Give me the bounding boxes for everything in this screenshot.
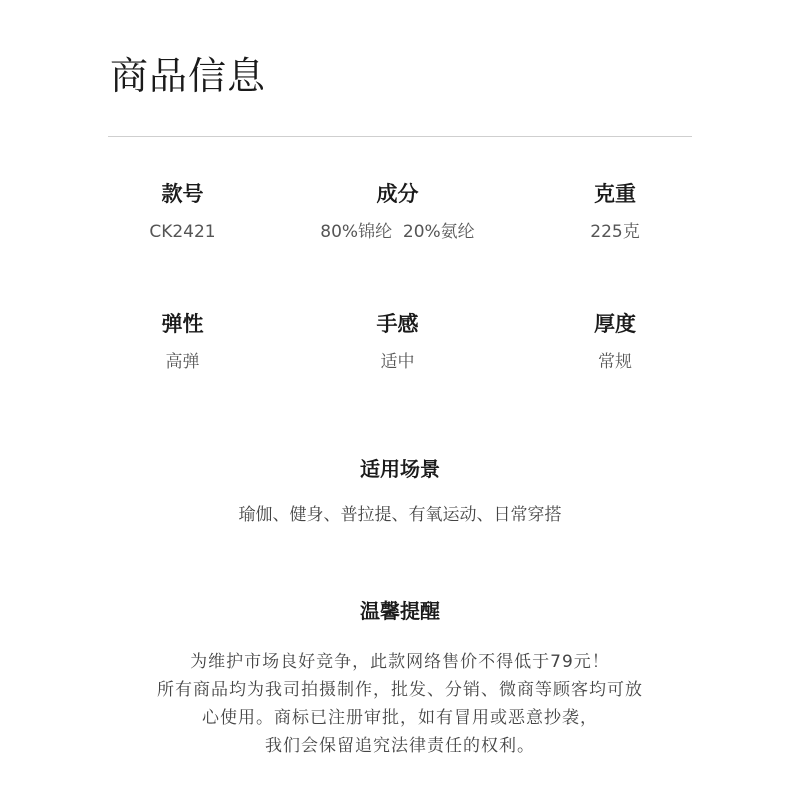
spec-label: 克重 [594, 182, 636, 206]
spec-label: 弹性 [161, 312, 204, 336]
spec-value: 适中 [380, 352, 415, 372]
spec-item-composition [285, 178, 510, 244]
spec-item-weight [510, 178, 720, 244]
spec-value: CK2421 [149, 222, 216, 242]
usage-scenarios-section [0, 454, 800, 528]
notice-line: 为维护市场良好竞争，此款网络售价不得低于79元！ [190, 652, 610, 672]
spec-item-thickness [510, 308, 720, 374]
spec-label: 款号 [161, 182, 204, 206]
title-divider [108, 136, 692, 137]
spec-item-style-number [80, 178, 285, 244]
spec-label: 成分 [376, 182, 419, 206]
spec-value: 常规 [598, 352, 632, 372]
spec-value: 225克 [590, 222, 640, 242]
notice-line: 心使用。商标已注册审批，如有冒用或恶意抄袭， [202, 708, 598, 728]
notice-section [0, 596, 800, 760]
spec-value: 高弹 [165, 352, 200, 372]
notice-body [0, 648, 800, 760]
usage-scenarios-title: 适用场景 [360, 457, 440, 481]
usage-scenarios-text: 瑜伽、健身、普拉提、有氧运动、日常穿搭 [238, 505, 562, 525]
page-title: 商品信息 [110, 54, 267, 98]
spec-grid [80, 178, 720, 374]
spec-label: 手感 [376, 312, 419, 336]
spec-value: 80%锦纶 20%氨纶 [320, 222, 475, 242]
notice-line: 所有商品均为我司拍摄制作，批发、分销、微商等顾客均可放 [157, 680, 643, 700]
spec-item-elasticity [80, 308, 285, 374]
spec-item-hand-feel [285, 308, 510, 374]
notice-line: 我们会保留追究法律责任的权利。 [265, 736, 535, 756]
spec-label: 厚度 [594, 312, 636, 336]
notice-title: 温馨提醒 [360, 599, 440, 623]
